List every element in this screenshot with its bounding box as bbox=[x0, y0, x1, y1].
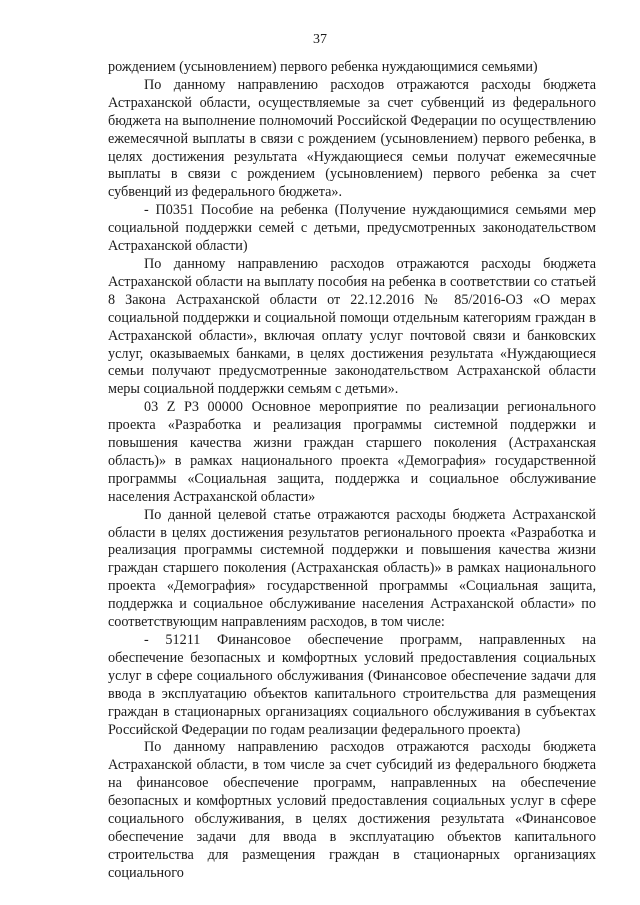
page-number: 37 bbox=[313, 32, 327, 47]
paragraph: 03 Z P3 00000 Основное мероприятие по реализации регионального проекта «Разработка и реализация программы системной поддержки и повышения качества жизни граждан старшего поколения (Астраханская область)» в рамках национального проекта «Демография» государственной программы «Социальная защита, поддержка и социальное обслуживание населения Астраханской области» bbox=[108, 399, 596, 505]
paragraph: - П0351 Пособие на ребенка (Получение нуждающимися семьями мер социальной поддержки семей с детьми, предусмотренных законодательством Астраханской области) bbox=[108, 202, 596, 255]
paragraph: - 51211 Финансовое обеспечение программ, направленных на обеспечение безопасных и комфортных условий предоставления социальных услуг в сфере социального обслуживания (Финансовое обеспечение задачи для ввода в эксплуатацию объектов капитального строительства для размещения граждан в стационарных организациях социального обслуживания в субъектах Российской Федерации по годам реализации федерального проекта) bbox=[108, 632, 596, 738]
paragraph: По данному направлению расходов отражаются расходы бюджета Астраханской области, осуществляемые за счет субвенций из федерального бюджета на выполнение полномочий Российской Федерации по осуществлению ежемесячной выплаты в связи с рождением (усыновлением) первого ребенка, в целях достижения результата «Нуждающиеся семьи получат ежемесячные выплаты в связи с рождением (усыновлением) первого ребенка за счет субвенций из федерального бюджета». bbox=[108, 76, 596, 201]
body-text bbox=[108, 59, 596, 883]
paragraph: По данному направлению расходов отражаются расходы бюджета Астраханской области, в том числе за счет субсидий из федерального бюджета на финансовое обеспечение программ, направленных на обеспечение безопасных и комфортных условий предоставления социальных услуг в сфере социального обслуживания, в целях достижения результата «Финансовое обеспечение задачи для ввода в эксплуатацию объектов капитального строительства для размещения граждан в стационарных организациях социального bbox=[108, 739, 596, 881]
paragraph: рождением (усыновлением) первого ребенка нуждающимися семьями) bbox=[108, 59, 538, 75]
paragraph: По данной целевой статье отражаются расходы бюджета Астраханской области в целях достижения результатов регионального проекта «Разработка и реализация программы системной поддержки и повышения качества жизни граждан старшего поколения (Астраханская область)» в рамках национального проекта «Демография» государственной программы «Социальная защита, поддержка и социальное обслуживание населения Астраханской области» по соответствующим направлениям расходов, в том числе: bbox=[108, 506, 596, 631]
paragraph: По данному направлению расходов отражаются расходы бюджета Астраханской области на выплату пособия на ребенка в соответствии со статьей 8 Закона Астраханской области от 22.12.2016 № 85/2016-ОЗ «О мерах социальной поддержки и социальной помощи отдельным категориям граждан в Астраханской области», включая оплату услуг почтовой связи и банковских услуг, оказываемых банками, в целях достижения результата «Нуждающиеся семьи получают предусмотренные законодательством Астраханской области меры социальной поддержки семьям с детьми». bbox=[108, 255, 596, 398]
